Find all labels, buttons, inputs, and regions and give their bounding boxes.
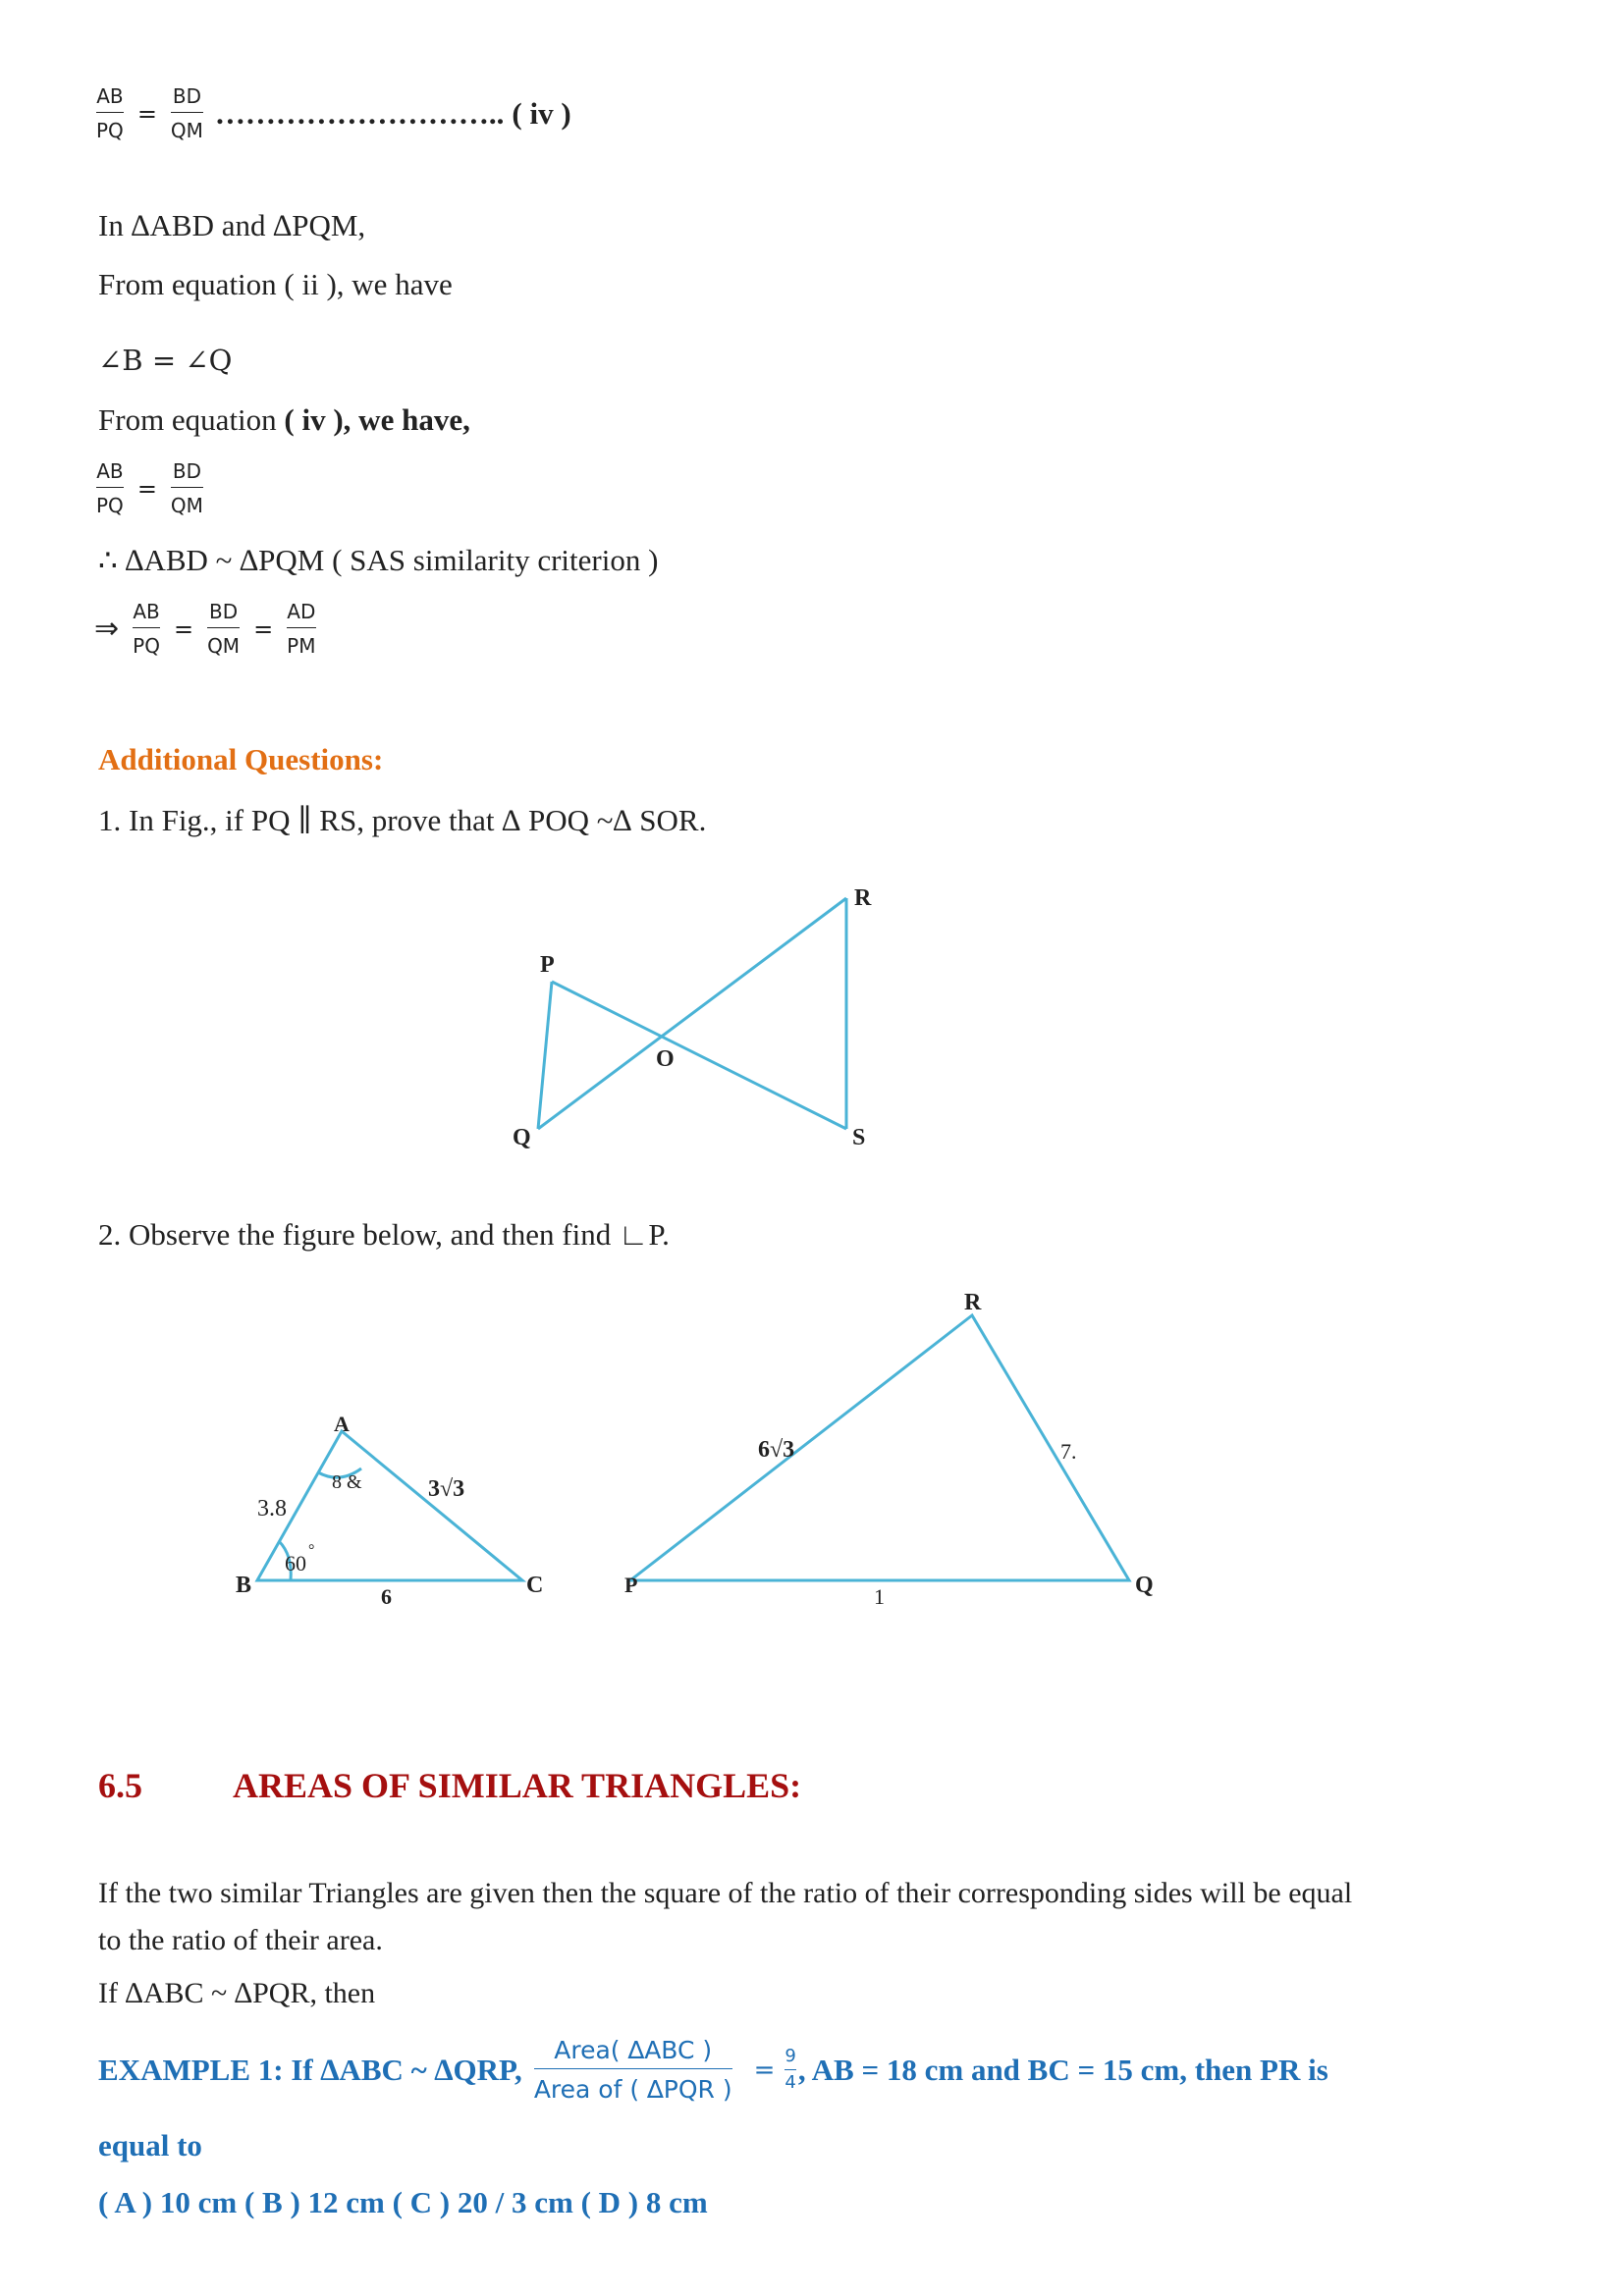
leader-dots: ……………………….. [214,95,505,131]
equation-iv: $\frac{AB}{PQ}$ = $\frac{BD}{QM}$ ……………………….. ( iv ) [90,86,571,140]
nine-fourths-fraction: $\frac{9}{4}$ [785,2046,796,2093]
therefore-line: ∴ ∆ABD ~ ∆PQM ( SAS similarity criterion ) [98,543,659,577]
in-triangle-line: In ∆ABD and ∆PQM, [98,208,366,242]
fraction-bd-qm: $\frac{BD}{QM}$ [170,84,203,142]
example-lead: EXAMPLE 1: If ∆ABC ~ ∆QRP, [98,2052,522,2087]
question-1: 1. In Fig., if PQ ∥ RS, prove that ∆ POQ ~∆ SOR. [98,803,707,837]
label-p: P [540,952,555,978]
from-equation-ii: From equation ( ii ), we have [98,267,453,301]
section-title: AREAS OF SIMILAR TRIANGLES: [233,1766,802,1805]
fraction-ab-pq: $\frac{AB}{PQ}$ [96,84,124,142]
label-a: A [334,1412,350,1436]
side-ab-length: 3.8 [257,1496,287,1522]
equation-label: ( iv ) [512,95,571,131]
additional-questions-heading: Additional Questions: [98,742,384,776]
label-r: R [854,885,872,911]
example-line-2: equal to [98,2128,202,2163]
side-ac-length: 3√3 [428,1476,465,1502]
label-c: C [526,1573,544,1598]
side-pr-length: 6√3 [758,1437,795,1463]
implies-arrow: ⇒ [94,612,120,646]
example-options: ( A ) 10 cm ( B ) 12 cm ( C ) 20 / 3 cm ( D ) 8 cm [98,2185,708,2219]
from-equation-iv: From equation ( iv ), we have, [98,402,470,437]
area-ratio-fraction: $\frac{\text{Area( ∆ABC )}}{\text{Area of ( ∆PQR )}}$ [533,2036,732,2104]
angle-a-label: 8 & [332,1471,362,1493]
label-r2: R [964,1290,982,1315]
label-b: B [236,1573,252,1598]
section-number: 6.5 [98,1766,142,1805]
paragraph-line-1: If the two similar Triangles are given then the square of the ratio of their corresponding sides will be equal [98,1877,1353,1909]
label-o: O [656,1046,675,1072]
label-s: S [852,1125,866,1150]
side-pq-length: 1 [874,1584,885,1609]
side-bc-length: 6 [381,1584,392,1609]
side-rq-length: 7. [1060,1439,1077,1464]
label-p2: P [624,1573,638,1597]
angle-b-label: 60 [285,1551,306,1575]
question-2: 2. Observe the figure below, and then find ∟P. [98,1217,670,1252]
label-q2: Q [1135,1573,1154,1598]
example-1: EXAMPLE 1: If ∆ABC ~ ∆QRP, $\frac{\text{Area( ∆ABC )}}{\text{Area of ( ∆PQR )}}$ = $\frac{9}{4}$ , AB = 18 cm and BC = 15 cm, then PR is [98,2036,1328,2104]
paragraph-line-3: If ∆ABC ~ ∆PQR, then [98,1977,376,2009]
paragraph-line-2: to the ratio of their area. [98,1924,383,1956]
implies-equation: ⇒ $\frac{AB}{PQ}$ = $\frac{BD}{QM}$ = $\frac{AD}{PM}$ [94,600,316,658]
ratio-equation: $\frac{AB}{PQ}$ = $\frac{BD}{QM}$ [96,459,203,517]
example-tail: , AB = 18 cm and BC = 15 cm, then PR is [797,2052,1328,2087]
angle-equality: ∠B = ∠Q [98,344,233,377]
degree-symbol: ° [308,1542,315,1559]
label-q: Q [513,1125,531,1150]
section-heading [98,1765,801,1806]
